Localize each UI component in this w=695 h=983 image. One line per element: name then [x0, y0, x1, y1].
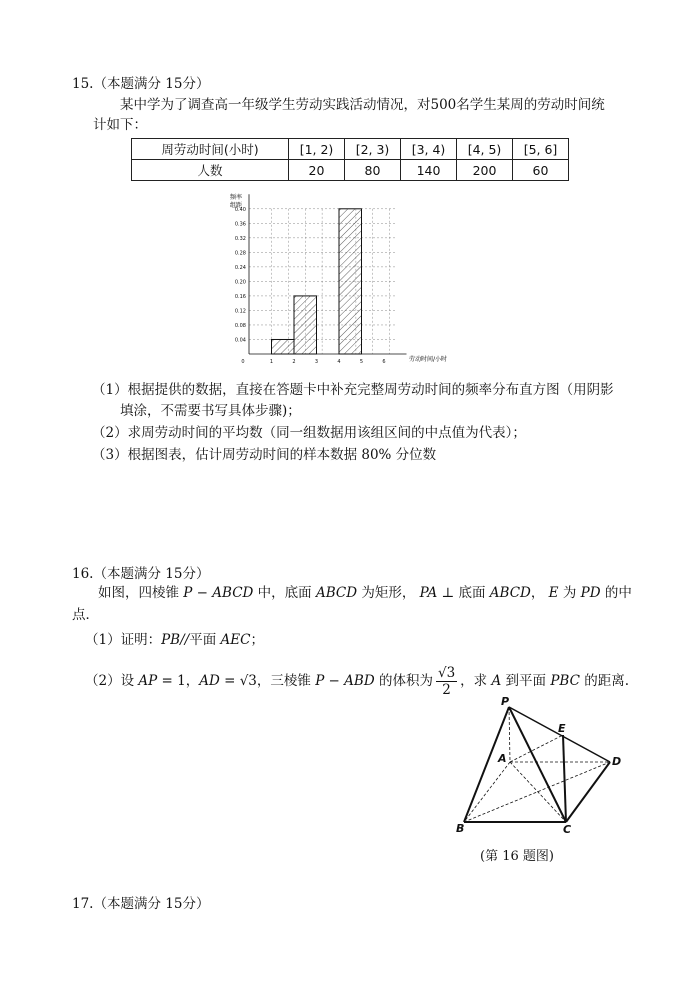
text: （1）证明：	[85, 632, 162, 648]
math: ABCD	[489, 585, 531, 601]
table-header-hours: 周劳动时间(小时)	[132, 139, 289, 160]
vertex-label-A: A	[498, 752, 507, 765]
edge-AB	[464, 762, 510, 822]
edge-AE	[510, 735, 563, 762]
math: ABCD	[315, 585, 358, 601]
y-tick-label: 0.28	[234, 250, 246, 257]
x-tick-label: 1	[269, 359, 274, 365]
histogram-bar	[294, 296, 317, 354]
q15-intro-line2: 计如下：	[93, 117, 147, 133]
edge-PA	[509, 707, 510, 762]
math: PB//	[161, 632, 190, 648]
y-tick-label: 0.16	[234, 293, 246, 300]
text: ，	[530, 585, 549, 601]
q15-part3: （3）根据图表，估计周劳动时间的样本数据 80% 分位数	[92, 447, 437, 463]
table-cell-interval: [5, 6]	[513, 139, 569, 160]
vertex-label-D: D	[612, 755, 622, 768]
table-row-intervals	[132, 139, 569, 160]
vertex-label-P: P	[501, 695, 510, 708]
text: 平面	[189, 632, 221, 648]
y-tick-label: 0.08	[234, 322, 246, 329]
math: E	[548, 585, 559, 601]
q15-heading: 15.（本题满分 15分）	[72, 76, 210, 92]
histogram-bar	[272, 339, 295, 354]
y-tick-label: 0.36	[234, 221, 246, 228]
table-cell-count: 60	[513, 160, 569, 181]
fraction-denominator: 2	[442, 682, 451, 698]
text: ，三棱锥	[256, 673, 316, 689]
math: P − ABD	[315, 673, 375, 689]
q15-intro-line1: 某中学为了调查高一年级学生劳动实践活动情况，对500名学生某周的劳动时间统	[120, 97, 605, 113]
q15-part1-line1: （1）根据提供的数据，直接在答题卡中补充完整周劳动时间的频率分布直方图（用阴影	[92, 382, 614, 398]
table-cell-interval: [2, 3)	[345, 139, 401, 160]
x-axis-label: 劳动时间/小时	[409, 356, 448, 363]
table-cell-interval: [1, 2)	[289, 139, 345, 160]
q16-intro-line1	[98, 583, 632, 603]
q16-intro-line2: 点．	[72, 607, 99, 623]
edge-EC	[563, 735, 566, 822]
text: = 1，	[157, 673, 200, 689]
figure-caption: (第 16 题图)	[480, 849, 554, 864]
vertex-label-C: C	[563, 823, 572, 836]
table-header-count: 人数	[132, 160, 289, 181]
text: 为矩形，	[357, 585, 420, 601]
table-cell-interval: [3, 4)	[401, 139, 457, 160]
y-tick-label: 0.04	[234, 337, 246, 344]
q16-heading: 16.（本题满分 15分）	[72, 566, 210, 582]
text: （2）设	[85, 673, 139, 689]
frequency-table	[131, 138, 569, 181]
x-tick-label: 0	[241, 359, 245, 365]
x-tick-label: 6	[382, 359, 386, 365]
x-tick-label: 2	[292, 359, 296, 365]
math: PA	[419, 585, 438, 601]
histogram-grid	[249, 209, 395, 354]
text: 的距离.	[579, 673, 629, 689]
y-tick-label: 0.40	[234, 206, 246, 213]
text: ⊥ 底面	[437, 585, 490, 601]
y-axis-label-top: 频率	[230, 194, 243, 201]
text: 的体积为	[374, 673, 433, 689]
vertex-label-E: E	[558, 722, 566, 735]
text: 的中	[600, 585, 632, 601]
q15-part2: （2）求周劳动时间的平均数（同一组数据用该组区间的中点值为代表）；	[92, 425, 526, 441]
text: 中，底面	[253, 585, 316, 601]
math: P − ABCD	[183, 585, 254, 601]
y-tick-label: 0.32	[234, 235, 246, 242]
math: AP	[138, 673, 158, 689]
frequency-histogram	[225, 190, 465, 370]
math: PBC	[550, 673, 580, 689]
table-cell-count: 140	[401, 160, 457, 181]
table-cell-count: 200	[457, 160, 513, 181]
q17-heading: 17.（本题满分 15分）	[72, 896, 210, 912]
histogram-bar	[339, 209, 362, 354]
vertex-label-B: B	[456, 822, 465, 835]
table-cell-count: 80	[345, 160, 401, 181]
text: 到平面	[501, 673, 551, 689]
y-tick-label: 0.24	[234, 264, 246, 271]
table-cell-count: 20	[289, 160, 345, 181]
math: PD	[580, 585, 601, 601]
y-axis-label-bottom: 组距	[230, 202, 243, 209]
q16-part1	[85, 628, 264, 648]
q15-part1-line2: 填涂，不需要书写具体步骤)；	[120, 403, 301, 419]
text: ，求	[460, 673, 492, 689]
table-cell-interval: [4, 5)	[457, 139, 513, 160]
edge-CD	[566, 762, 610, 822]
edge-AC	[510, 762, 566, 822]
math: AD	[199, 673, 220, 689]
text: 如图，四棱锥	[98, 585, 184, 601]
x-tick-label: 4	[337, 359, 341, 365]
y-tick-label: 0.20	[234, 279, 246, 286]
text: ；	[250, 632, 264, 648]
histogram-axes	[235, 194, 407, 365]
text: 为	[558, 585, 581, 601]
x-tick-label: 3	[314, 359, 319, 365]
math: AEC	[220, 632, 251, 648]
math: A	[491, 673, 502, 689]
x-tick-label: 5	[359, 359, 364, 365]
y-tick-label: 0.12	[234, 308, 246, 315]
table-row-counts	[132, 160, 569, 181]
math: = √3	[219, 673, 257, 689]
fraction-numerator: √3	[437, 665, 456, 681]
pyramid-figure	[450, 692, 630, 840]
